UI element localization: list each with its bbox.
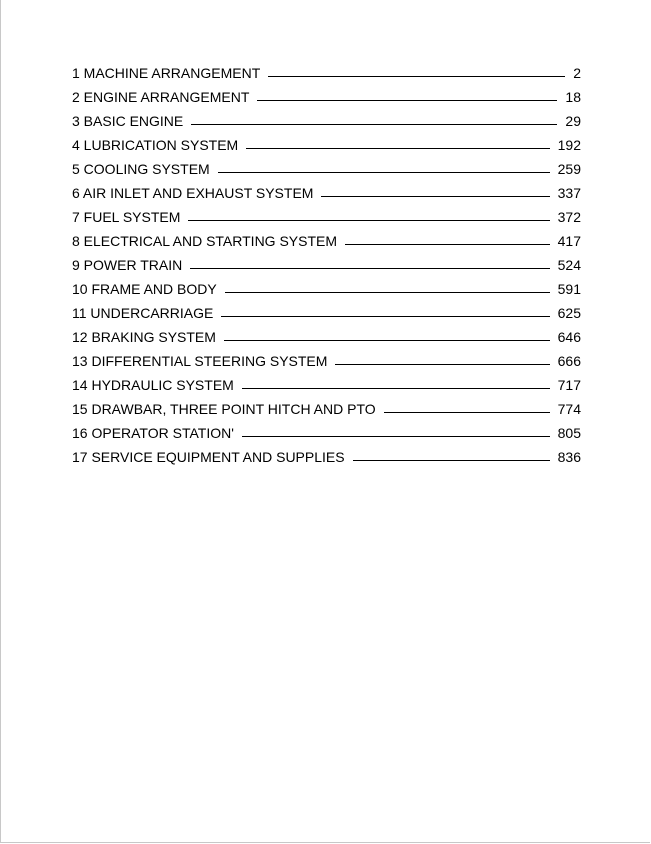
toc-entry-title: 4 LUBRICATION SYSTEM xyxy=(72,137,239,153)
toc-leader-line xyxy=(188,220,549,221)
toc-entry-page: 805 xyxy=(557,425,581,441)
toc-entry-page: 18 xyxy=(565,89,581,105)
toc-entry-title: 5 COOLING SYSTEM xyxy=(72,161,210,177)
toc-entry-page: 29 xyxy=(565,113,581,129)
toc-leader-line xyxy=(384,412,550,413)
toc-entry-page: 524 xyxy=(557,257,581,273)
toc-leader-line xyxy=(191,124,557,125)
toc-entry-title: 15 DRAWBAR, THREE POINT HITCH AND PTO xyxy=(72,401,376,417)
toc-entry[interactable] xyxy=(72,129,581,153)
toc-entry-page: 625 xyxy=(557,305,581,321)
toc-entry[interactable] xyxy=(72,369,581,393)
toc-entry[interactable] xyxy=(72,201,581,225)
toc-entry-title: 14 HYDRAULIC SYSTEM xyxy=(72,377,234,393)
toc-entry-title: 8 ELECTRICAL AND STARTING SYSTEM xyxy=(72,233,338,249)
toc-entry[interactable] xyxy=(72,105,581,129)
toc-entry-title: 17 SERVICE EQUIPMENT AND SUPPLIES xyxy=(72,449,345,465)
toc-entry-title: 2 ENGINE ARRANGEMENT xyxy=(72,89,250,105)
toc-entry-title: 1 MACHINE ARRANGEMENT xyxy=(72,65,261,81)
toc-entry-page: 646 xyxy=(557,329,581,345)
toc-entry[interactable] xyxy=(72,81,581,105)
toc-entry-title: 3 BASIC ENGINE xyxy=(72,113,184,129)
toc-entry[interactable] xyxy=(72,177,581,201)
toc-entry[interactable] xyxy=(72,417,581,441)
toc-entry[interactable] xyxy=(72,321,581,345)
toc-entry[interactable] xyxy=(72,57,581,81)
toc-leader-line xyxy=(218,172,550,173)
toc-leader-line xyxy=(321,196,549,197)
toc-entry-page: 666 xyxy=(557,353,581,369)
toc-leader-line xyxy=(221,316,549,317)
toc-entry-page: 192 xyxy=(557,137,581,153)
toc-entry-title: 12 BRAKING SYSTEM xyxy=(72,329,216,345)
toc-entry-page: 417 xyxy=(557,233,581,249)
toc-entry[interactable] xyxy=(72,153,581,177)
toc-entry[interactable] xyxy=(72,273,581,297)
toc-entry-page: 774 xyxy=(557,401,581,417)
toc-leader-line xyxy=(190,268,549,269)
toc-entry-title: 13 DIFFERENTIAL STEERING SYSTEM xyxy=(72,353,328,369)
toc-entry-title: 7 FUEL SYSTEM xyxy=(72,209,181,225)
toc-leader-line xyxy=(345,244,550,245)
toc-leader-line xyxy=(353,460,550,461)
toc-entry[interactable] xyxy=(72,297,581,321)
toc-entry-page: 259 xyxy=(557,161,581,177)
toc-entry-title: 9 POWER TRAIN xyxy=(72,257,183,273)
toc-leader-line xyxy=(268,76,565,77)
toc-entry-title: 10 FRAME AND BODY xyxy=(72,281,217,297)
toc-entry[interactable] xyxy=(72,249,581,273)
toc-entry-page: 2 xyxy=(573,65,581,81)
toc-entry-page: 717 xyxy=(557,377,581,393)
toc-entry-page: 337 xyxy=(557,185,581,201)
toc-entry-page: 372 xyxy=(557,209,581,225)
toc-entry-page: 591 xyxy=(557,281,581,297)
toc-leader-line xyxy=(225,292,550,293)
toc-entry-page: 836 xyxy=(557,449,581,465)
toc-entry[interactable] xyxy=(72,393,581,417)
table-of-contents xyxy=(72,57,581,465)
toc-entry-title: 16 OPERATOR STATION' xyxy=(72,425,234,441)
toc-entry[interactable] xyxy=(72,441,581,465)
toc-entry-title: 11 UNDERCARRIAGE xyxy=(72,305,214,321)
toc-entry-title: 6 AIR INLET AND EXHAUST SYSTEM xyxy=(72,185,314,201)
toc-leader-line xyxy=(242,388,550,389)
toc-leader-line xyxy=(335,364,549,365)
toc-leader-line xyxy=(257,100,557,101)
toc-entry[interactable] xyxy=(72,345,581,369)
toc-entry[interactable] xyxy=(72,225,581,249)
toc-leader-line xyxy=(224,340,550,341)
toc-leader-line xyxy=(246,148,549,149)
toc-leader-line xyxy=(242,436,550,437)
